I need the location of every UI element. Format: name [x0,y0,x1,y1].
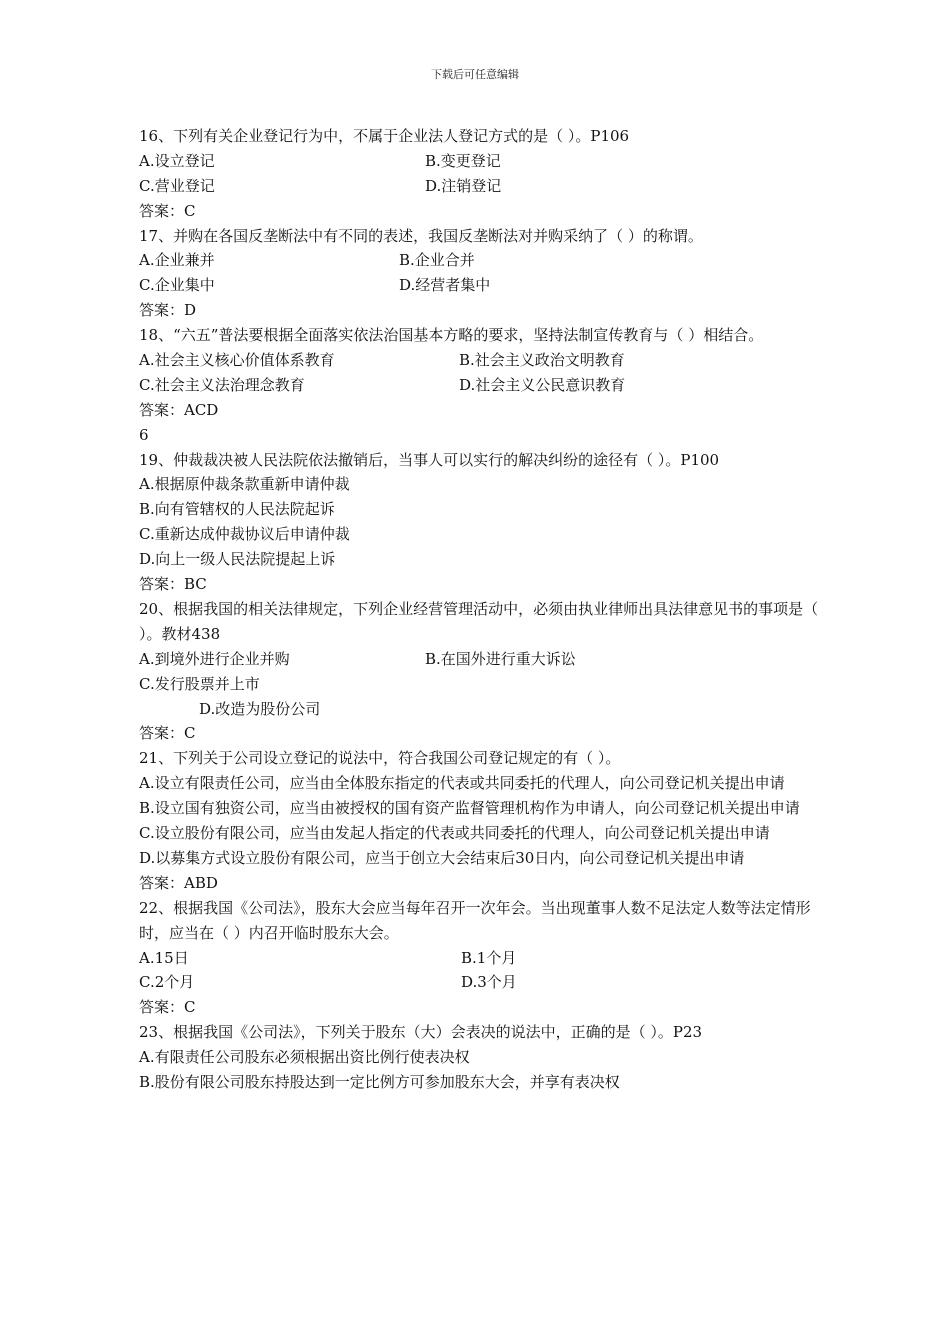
option-b: B.社会主义政治文明教育 [459,351,625,370]
option-c: C.发行股票并上市 [139,674,260,693]
options-row [139,970,819,995]
option-b: B.设立国有独资公司，应当由被授权的国有资产监督管理机构作为申请人，向公司登记机关提出申请 [139,799,800,818]
option-d: D.注销登记 [425,176,502,195]
answer-16: 答案：C [139,201,196,220]
option-b: B.1个月 [461,948,517,967]
document-body [139,124,819,1095]
option-c: C.营业登记 [139,176,215,195]
option-b: B.向有管辖权的人民法院起诉 [139,500,335,519]
option-d: D.社会主义公民意识教育 [459,375,626,394]
option-b: B.股份有限公司股东持股达到一定比例方可参加股东大会，并享有表决权 [139,1072,620,1091]
options-row [139,174,819,199]
answer-21: 答案：ABD [139,873,218,892]
options-row [139,149,819,174]
answer-17: 答案：D [139,301,197,320]
question-19: 19、仲裁裁决被人民法院依法撤销后，当事人可以实行的解决纠纷的途径有（ ）。P100 [139,450,720,469]
question-16: 16、下列有关企业登记行为中，不属于企业法人登记方式的是（ ）。P106 [139,127,630,145]
question-21: 21、下列关于公司设立登记的说法中，符合我国公司登记规定的有（ ）。 [139,749,621,768]
options-row [139,946,819,971]
options-row [139,273,819,298]
question-17: 17、并购在各国反垄断法中有不同的表述，我国反垄断法对并购采纳了（ ）的称谓。 [139,226,703,245]
option-d: D.改造为股份公司 [199,699,321,718]
question-18: 18、“六五”普法要根据全面落实依法治国基本方略的要求，坚持法制宣传教育与（ ）相结合。 [139,326,764,345]
option-a: A.设立有限责任公司，应当由全体股东指定的代表或共同委托的代理人，向公司登记机关提出申请 [139,774,785,793]
option-d: D.3个月 [461,973,517,992]
answer-20: 答案：C [139,724,196,743]
options-row [139,647,819,672]
option-b: B.企业合并 [399,251,475,270]
option-a: A.根据原仲裁条款重新申请仲裁 [139,475,350,494]
option-a: A.15日 [139,948,189,967]
option-c: C.社会主义法治理念教育 [139,375,305,394]
option-d: D.以募集方式设立股份有限公司，应当于创立大会结束后30日内，向公司登记机关提出申请 [139,848,745,867]
option-a: A.社会主义核心价值体系教育 [139,351,335,370]
option-b: B.变更登记 [425,151,501,170]
option-a: A.有限责任公司股东必须根据出资比例行使表决权 [139,1048,470,1067]
option-a: A.到境外进行企业并购 [139,649,290,668]
options-row [139,373,819,398]
option-d: D.向上一级人民法院提起上诉 [139,550,336,569]
options-row [139,348,819,373]
question-20: 20、根据我国的相关法律规定，下列企业经营管理活动中，必须由执业律师出具法律意见书的事项是（ ）。教材438 [139,599,819,643]
page-number: 6 [139,425,149,444]
option-c: C.设立股份有限公司，应当由发起人指定的代表或共同委托的代理人，向公司登记机关提出申请 [139,824,770,843]
question-23: 23、根据我国《公司法》，下列关于股东（大）会表决的说法中，正确的是（ ）。P23 [139,1023,703,1042]
answer-18: 答案：ACD [139,400,219,419]
answer-19: 答案：BC [139,575,207,594]
option-c: C.企业集中 [139,276,215,295]
options-row [139,248,819,273]
answer-22: 答案：C [139,998,196,1017]
option-c: C.2个月 [139,973,195,992]
page-header: 下载后可任意编辑 [431,68,519,81]
option-d: D.经营者集中 [399,276,491,295]
option-a: A.企业兼并 [139,251,215,270]
option-a: A.设立登记 [139,151,215,170]
option-c: C.重新达成仲裁协议后申请仲裁 [139,525,350,544]
question-22: 22、根据我国《公司法》，股东大会应当每年召开一次年会。当出现董事人数不足法定人数等法定情形时，应当在（ ）内召开临时股东大会。 [139,898,811,942]
option-b: B.在国外进行重大诉讼 [425,649,576,668]
